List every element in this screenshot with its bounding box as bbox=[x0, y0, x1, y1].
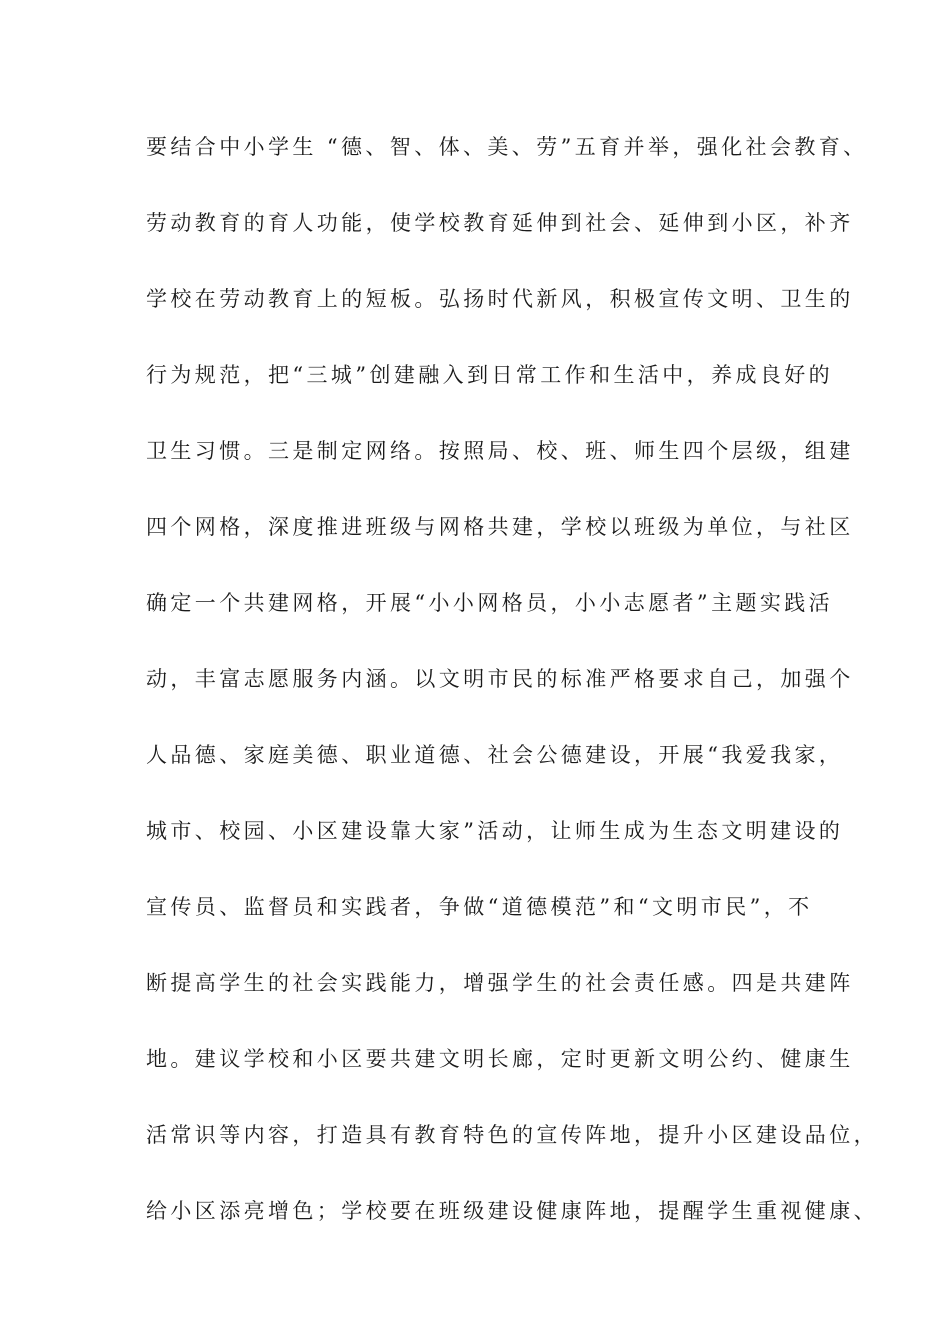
text-line: 宣传员、监督员和实践者，争做“道德模范”和“文明市民”，不 bbox=[146, 895, 813, 919]
text-line: 动，丰富志愿服务内涵。以文明市民的标准严格要求自己，加强个 bbox=[146, 667, 854, 691]
text-line: 人品德、家庭美德、职业道德、社会公德建设，开展“我爱我家， bbox=[146, 743, 844, 767]
text-line: 活常识等内容，打造具有教育特色的宣传阵地，提升小区建设品位， bbox=[146, 1123, 878, 1147]
text-line: 城市、校园、小区建设靠大家”活动，让师生成为生态文明建设的 bbox=[146, 819, 844, 843]
text-line: 四个网格，深度推进班级与网格共建，学校以班级为单位，与社区 bbox=[146, 515, 854, 539]
text-line: 劳动教育的育人功能，使学校教育延伸到社会、延伸到小区，补齐 bbox=[146, 211, 854, 235]
text-line: 断提高学生的社会实践能力，增强学生的社会责任感。四是共建阵 bbox=[146, 971, 854, 995]
text-line: 要结合中小学生 “德、智、体、美、劳”五育并举，强化社会教育、 bbox=[146, 135, 868, 159]
text-line: 确定一个共建网格，开展“小小网格员，小小志愿者”主题实践活 bbox=[146, 591, 834, 615]
text-line: 学校在劳动教育上的短板。弘扬时代新风，积极宣传文明、卫生的 bbox=[146, 287, 854, 311]
text-line: 给小区添亮增色；学校要在班级建设健康阵地，提醒学生重视健康、 bbox=[146, 1199, 878, 1223]
text-line: 行为规范，把“三城”创建融入到日常工作和生活中，养成良好的 bbox=[146, 363, 834, 387]
text-line: 地。建议学校和小区要共建文明长廊，定时更新文明公约、健康生 bbox=[146, 1047, 854, 1071]
text-line: 卫生习惯。三是制定网络。按照局、校、班、师生四个层级，组建 bbox=[146, 439, 854, 463]
